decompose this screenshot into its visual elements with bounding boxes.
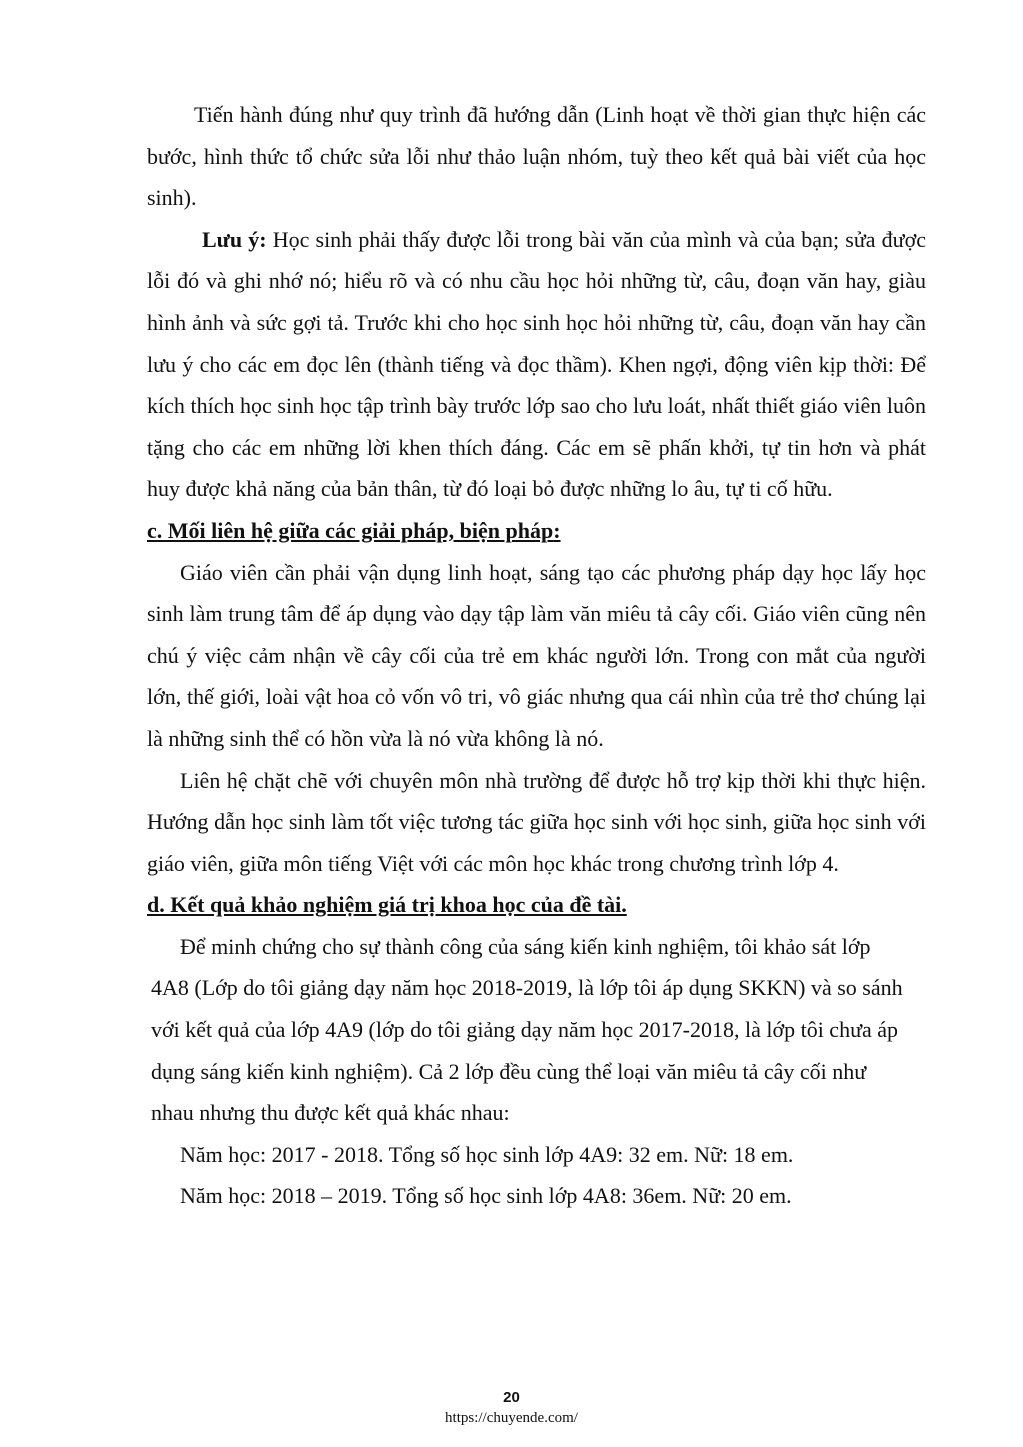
section-heading-c-text: c. Mối liên hệ giữa các giải pháp, biện pháp	[147, 517, 554, 543]
page-number: 20	[503, 1389, 520, 1406]
note-label: Lưu ý:	[202, 226, 267, 252]
section-heading-c	[147, 510, 926, 552]
document-body	[147, 94, 926, 1217]
relationship-paragraph-1: Giáo viên cần phải vận dụng linh hoạt, sáng tạo các phương pháp dạy học lấy học sinh làm trung tâm để áp dụng vào dạy tập làm văn miêu tả cây cối. Giáo viên cũng nên chú ý việc cảm nhận về cây cối của trẻ em khác người lớn. Trong con mắt của người lớn, thế giới, loài vật hoa cỏ vốn vô tri, vô giác nhưng qua cái nhìn của trẻ thơ chúng lại là những sinh thể có hồn vừa là nó vừa không là nó.	[147, 559, 926, 751]
note-paragraph	[147, 219, 926, 510]
note-text: Học sinh phải thấy được lỗi trong bài văn của mình và của bạn; sửa được lỗi đó và ghi nhớ nó; hiểu rõ và có nhu cầu học hỏi những từ, câu, đoạn văn hay, giàu hình ảnh và sức gợi tả. Trước khi cho học sinh học hỏi những từ, câu, đoạn văn hay cần lưu ý cho các em đọc lên (thành tiếng và đọc thầm). Khen ngợi, động viên kịp thời: Để kích thích học sinh học tập trình bày trước lớp sao cho lưu loát, nhất thiết giáo viên luôn tặng cho các em những lời khen thích đáng. Các em sẽ phấn khởi, tự tin hơn và phát huy được khả năng của bản thân, từ đó loại bỏ được những lo âu, tự ti cố hữu.	[147, 226, 926, 502]
section-heading-c-colon: :	[553, 517, 561, 543]
results-paragraph: Để minh chứng cho sự thành công của sáng kiến kinh nghiệm, tôi khảo sát lớp 4A8 (Lớp do tôi giảng dạy năm học 2018-2019, là lớp tôi áp dụng SKKN) và so sánh với kết quả của lớp 4A9 (lớp do tôi giảng dạy năm học 2017-2018, là lớp tôi chưa áp dụng sáng kiến kinh nghiệm). Cả 2 lớp đều cùng thể loại văn miêu tả cây cối như nhau nhưng thu được kết quả khác nhau:	[151, 933, 903, 1126]
relationship-paragraph-2: Liên hệ chặt chẽ với chuyên môn nhà trường để được hỗ trợ kịp thời khi thực hiện. Hướng dẫn học sinh làm tốt việc tương tác giữa học sinh với học sinh, giữa học sinh với giáo viên, giữa môn tiếng Việt với các môn học khác trong chương trình lớp 4.	[147, 767, 926, 876]
footer-url: https://chuyende.com/	[445, 1410, 578, 1426]
school-year-line-1: Năm học: 2017 - 2018. Tổng số học sinh lớp 4A9: 32 em. Nữ: 18 em.	[180, 1141, 794, 1167]
section-heading-d: d. Kết quả khảo nghiệm giá trị khoa học của đề tài.	[147, 892, 627, 918]
intro-paragraph: Tiến hành đúng như quy trình đã hướng dẫn (Linh hoạt về thời gian thực hiện các bước, hình thức tổ chức sửa lỗi như thảo luận nhóm, tuỳ theo kết quả bài viết của học sinh).	[147, 102, 926, 211]
school-year-line-2: Năm học: 2018 – 2019. Tổng số học sinh lớp 4A8: 36em. Nữ: 20 em.	[180, 1183, 792, 1209]
